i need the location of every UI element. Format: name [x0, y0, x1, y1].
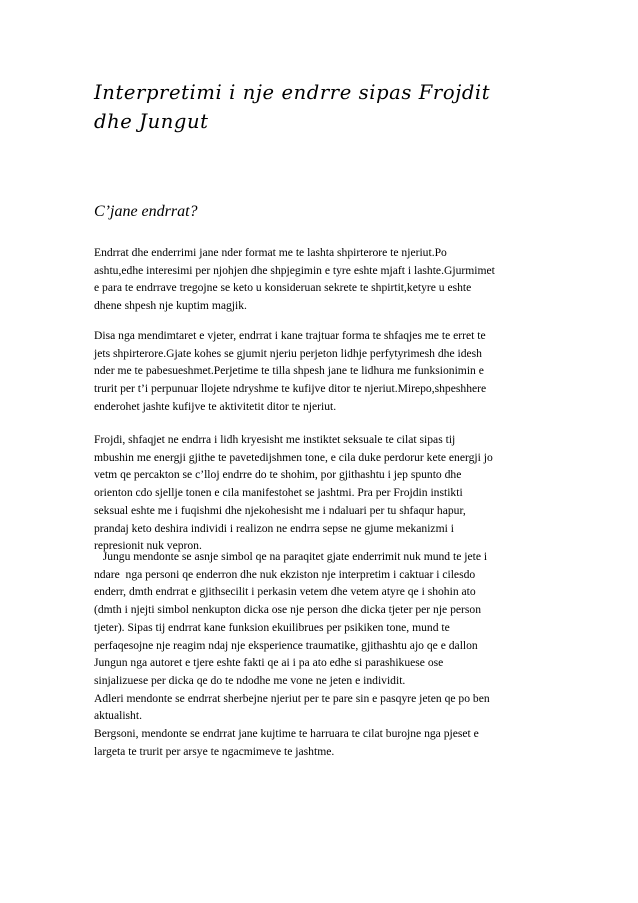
text-line: largeta te trurit per arsye te ngacmimeve te jashtme.: [94, 744, 335, 758]
title-line: Interpretimi i nje endrre sipas Frojdit: [94, 81, 491, 104]
text-line: trurit per t’i perpunuar llojete ndryshme te kufijve ditor te njeriut.Mirepo,shpeshhere: [94, 382, 487, 396]
text-line: perfaqesojne nje reagim ndaj nje eksperience traumatike, gjithashtu ajo qe e dallon: [94, 638, 478, 652]
text-line: mbushin me energji gjithe te pavetedijshmen tone, e cila duke perdorur kete energji jo: [94, 450, 493, 464]
text-line: tjeter). Sipas tij endrrat kane funksion ekuilibrues per psikiken tone, mund te: [94, 620, 450, 634]
text-line: seksual eshte me i fuqishmi dhe njekohesisht me i ndaluari per tu shfaqur hapur,: [94, 503, 466, 517]
text-line: represionit nuk vepron.: [94, 539, 202, 553]
text-line: jets shpirterore.Gjate kohes se gjumit njeriu perjeton lidhje perfytyrimesh dhe idesh: [94, 346, 482, 360]
text-line: ndare nga personi qe enderron dhe nuk ekziston nje interpretim i caktuar i cilesdo: [94, 567, 476, 581]
text-line: enderohet jashte kufijve te aktivitetit ditor te njeriut.: [94, 399, 337, 413]
text-line: sinjalizuese per dicka qe do te ndodhe me vone ne jeten e individit.: [94, 673, 406, 687]
text-line: Jungun nga autoret e tjere eshte fakti qe ai i pa ato edhe si parashikuese ose: [94, 656, 444, 670]
text-line: enderr, dmth endrrat e gjithsecilit i perkasin vetem dhe vetem atyre qe i shohin ato: [94, 585, 476, 599]
text-line: orienton cdo sjellje tonen e cila manifestohet se jashtmi. Pra per Frojdin instikti: [94, 486, 463, 500]
text-line: (dmth i njejti simbol nenkupton dicka ose nje person dhe dicka tjeter per nje person: [94, 603, 482, 617]
paragraph: [94, 431, 542, 555]
text-line: nder me te pabesueshmet.Perjetime te tilla shpesh jane te lidhura me funksionimin e: [94, 364, 484, 378]
text-line: ashtu,edhe interesimi per njohjen dhe shpjegimin e tyre eshte mjaft i lashte.Gjurmimet: [94, 263, 495, 277]
text-line: Disa nga mendimtaret e vjeter, endrrat i kane trajtuar forma te shfaqjes me te erret te: [94, 329, 486, 342]
text-line: Endrrat dhe enderrimi jane nder format me te lashta shpirterore te njeriut.Po: [94, 246, 447, 259]
paragraph: [94, 327, 542, 416]
text-line: vetm qe percakton se c’lloj endrre do te shohim, por gjithashtu i jep spunto dhe: [94, 468, 462, 482]
text-line: e para te endrrave tregojne se keto u konsideruan sekrete te shpirtit,ketyre u eshte: [94, 281, 472, 295]
title-line: dhe Jungut: [94, 110, 209, 133]
paragraph: [94, 244, 542, 315]
text-line: Jungu mendonte se asnje simbol qe na paraqitet gjate enderrimit nuk mund te jete i: [94, 550, 488, 563]
text-line: Bergsoni, mendonte se endrrat jane kujtime te harruara te cilat burojne nga pjeset e: [94, 727, 479, 741]
text-line: Adleri mendonte se endrrat sherbejne njeriut per te pare sin e pasqyre jeten qe po ben: [94, 691, 490, 705]
section-heading: C’jane endrrat?: [94, 203, 198, 220]
text-line: Frojdi, shfaqjet ne endrra i lidh kryesisht me instiktet seksuale te cilat sipas tij: [94, 433, 456, 446]
text-line: aktualisht.: [94, 709, 142, 723]
paragraph: [94, 548, 542, 760]
text-line: dhene shpesh nje kuptim magjik.: [94, 299, 247, 313]
text-line: prandaj keto deshira individi i realizon ne endrra sepse ne gjume mekanizmi i: [94, 521, 454, 535]
document-title: [94, 78, 546, 136]
